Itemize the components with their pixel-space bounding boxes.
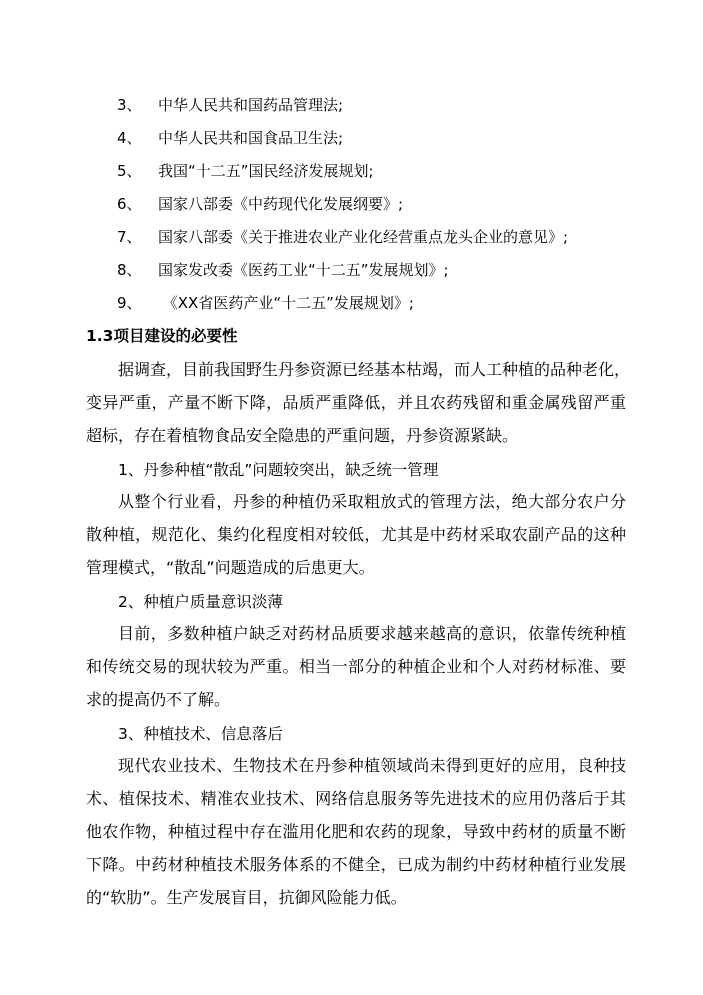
point-heading: 2、种植户质量意识淡薄 <box>118 593 283 611</box>
reference-item <box>117 227 568 247</box>
reference-number: 9、 <box>117 294 142 312</box>
paragraph-line: 散种植，规范化、集约化程度相对较低，尤其是中药材采取农副产品的这种 <box>86 525 626 544</box>
point-paragraph <box>86 485 626 584</box>
reference-item <box>117 161 374 181</box>
paragraph-line: 现代农业技术、生物技术在丹参种植领域尚未得到更好的应用，良种技 <box>118 756 626 775</box>
reference-item <box>117 260 449 280</box>
paragraph-line: 变异严重，产量不断下降，品质严重降低，并且农药残留和重金属残留严重 <box>86 393 626 412</box>
paragraph-line: 目前，多数种植户缺乏对药材品质要求越来越高的意识，依靠传统种植 <box>118 624 626 643</box>
paragraph-line: 从整个行业看，丹参的种植仍采取粗放式的管理方法，绝大部分农户分 <box>118 492 626 511</box>
paragraph-line: 下降。中药材种植技术服务体系的不健全，已成为制约中药材种植行业发展 <box>86 855 626 874</box>
reference-text: 国家八部委《中药现代化发展纲要》; <box>158 195 404 213</box>
paragraph-line: 超标，存在着植物食品安全隐患的严重问题，丹参资源紧缺。 <box>86 426 519 445</box>
point-paragraph <box>86 617 626 716</box>
point-paragraph <box>86 749 626 914</box>
section-heading: 1.3项目建设的必要性 <box>86 327 238 345</box>
paragraph-line: 求的提高仍不了解。 <box>86 690 231 709</box>
reference-number: 5、 <box>117 162 142 180</box>
reference-number: 7、 <box>117 228 142 246</box>
paragraph-line: 术、植保技术、精准农业技术、网络信息服务等先进技术的应用仍落后于其 <box>86 789 626 808</box>
reference-text: 国家发改委《医药工业“十二五”发展规划》; <box>158 261 449 279</box>
point-heading: 3、种植技术、信息落后 <box>118 725 283 743</box>
reference-text: 中华人民共和国食品卫生法; <box>158 129 344 147</box>
point-heading: 1、丹参种植“散乱”问题较突出，缺乏统一管理 <box>118 461 439 479</box>
reference-item <box>117 128 343 148</box>
paragraph-line: 和传统交易的现状较为严重。相当一部分的种植企业和个人对药材标准、要 <box>86 657 626 676</box>
paragraph-line: 他农作物，种植过程中存在滥用化肥和农药的现象，导致中药材的质量不断 <box>86 822 626 841</box>
reference-item <box>117 293 414 313</box>
reference-number: 8、 <box>117 261 142 279</box>
reference-number: 6、 <box>117 195 142 213</box>
reference-text: 我国“十二五”国民经济发展规划; <box>158 162 374 180</box>
reference-text: 中华人民共和国药品管理法; <box>158 96 344 114</box>
reference-text: 《XX省医药产业“十二五”发展规划》; <box>158 294 414 312</box>
reference-item <box>117 95 343 115</box>
intro-paragraph <box>86 353 631 452</box>
reference-item <box>117 194 403 214</box>
reference-number: 3、 <box>117 96 142 114</box>
reference-number: 4、 <box>117 129 142 147</box>
reference-text: 国家八部委《关于推进农业产业化经营重点龙头企业的意见》; <box>158 228 569 246</box>
paragraph-line: 的“软肋”。生产发展盲目，抗御风险能力低。 <box>86 888 407 907</box>
paragraph-line: 管理模式，“散乱”问题造成的后患更大。 <box>86 558 375 577</box>
paragraph-line: 据调查，目前我国野生丹参资源已经基本枯竭，而人工种植的品种老化， <box>118 360 631 379</box>
